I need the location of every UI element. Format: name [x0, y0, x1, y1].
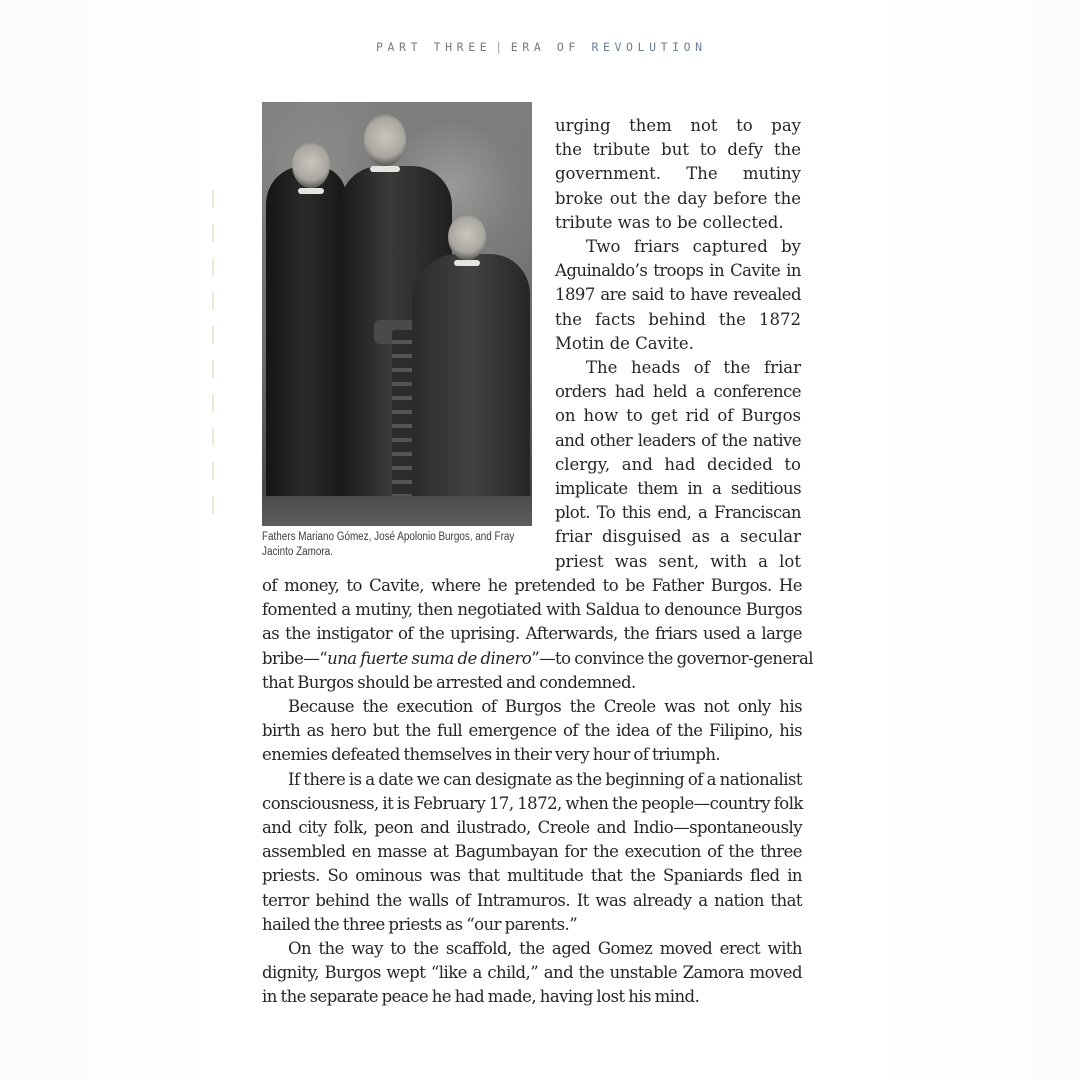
chapter-title-a: ERA OF [510, 40, 580, 54]
gutter-marks [212, 190, 214, 530]
text-line: of money, to Cavite, where he pretended to be Father Burgos. He [262, 576, 802, 595]
text-line: the facts behind the 1872 [555, 309, 801, 329]
text-line: consciousness, it is February 17, 1872, when the people—country folk [262, 793, 803, 813]
figure-zamora [412, 254, 530, 524]
text-line: 1897 are said to have revealed [555, 285, 801, 305]
text-line: Two friars captured by [586, 237, 801, 257]
text-line: If there is a date we can designate as the beginning of a nationalist [288, 769, 802, 789]
text-line: orders had held a conference [555, 382, 801, 402]
text-line: The heads of the friar [586, 358, 801, 378]
head-burgos [364, 114, 406, 166]
text-line: hailed the three priests as “our parents.” [262, 914, 578, 934]
italic-phrase: una fuerte suma de dinero [327, 648, 532, 668]
collar [454, 260, 480, 266]
running-head-separator: | [495, 40, 507, 54]
running-head [376, 40, 707, 54]
chapter-title-b: REVOLUTION [591, 40, 707, 54]
text-line: fomented a mutiny, then negotiated with Saldua to denounce Burgos [262, 600, 802, 620]
text-line: terror behind the walls of Intramuros. It was already a nation that [262, 890, 802, 910]
text-line: in the separate peace he had made, having lost his mind. [262, 987, 700, 1007]
caption-line: Jacinto Zamora. [262, 546, 333, 558]
text-line: the tribute but to defy the [555, 140, 801, 160]
text-line: friar disguised as a secular [555, 527, 801, 547]
text-fragment: ”—to convince the governor-general [531, 648, 814, 668]
figure-caption [262, 530, 537, 560]
paragraph [262, 768, 802, 937]
text-line: Motin de Cavite. [555, 333, 694, 353]
paragraph [555, 114, 801, 235]
text-line: urging them not to pay [555, 116, 801, 135]
caption-line: Fathers Mariano Gómez, José Apolonio Burgos, and Fray [262, 531, 515, 543]
text-line: Because the execution of Burgos the Creole was not only his [288, 697, 802, 717]
text-line: broke out the day before the [555, 188, 801, 208]
paragraph [555, 356, 801, 574]
text-line: and other leaders of the native [555, 430, 801, 450]
text-line: assembled en masse at Bagumbayan for the execution of the three [262, 842, 802, 862]
text-line: tribute was to be collected. [555, 212, 784, 232]
paragraph [555, 235, 801, 356]
text-line: as the instigator of the uprising. Afterwards, the friars used a large [262, 624, 802, 644]
text-line: plot. To this end, a Franciscan [555, 503, 801, 523]
paragraph [262, 937, 802, 1010]
text-line: Aguinaldo’s troops in Cavite in [555, 261, 801, 281]
text-line: government. The mutiny [555, 164, 801, 184]
paragraph [262, 695, 802, 768]
text-line: On the way to the scaffold, the aged Gomez moved erect with [288, 939, 802, 959]
text-line [262, 647, 814, 671]
text-line: dignity, Burgos wept “like a child,” and the unstable Zamora moved [262, 963, 802, 983]
head-gomez [292, 142, 330, 188]
text-line: priest was sent, with a lot [555, 551, 801, 571]
text-line: on how to get rid of Burgos [555, 406, 801, 426]
text-line: enemies defeated themselves in their very hour of triumph. [262, 745, 721, 765]
text-fragment: bribe—“ [262, 648, 328, 668]
photo-floor [262, 496, 532, 526]
head-zamora [448, 214, 486, 260]
text-line: birth as hero but the full emergence of the idea of the Filipino, his [262, 721, 802, 741]
text-line: priests. So ominous was that multitude that the Spaniards fled in [262, 866, 802, 886]
part-label: PART THREE [376, 40, 492, 54]
collar [298, 188, 324, 194]
text-line: and city folk, peon and ilustrado, Creole and Indio—spontaneously [262, 818, 802, 838]
collar [370, 166, 400, 172]
text-line: clergy, and had decided to [555, 454, 801, 474]
photo-figure [262, 102, 532, 526]
right-column-text [555, 114, 801, 574]
text-line: that Burgos should be arrested and condemned. [262, 672, 636, 692]
full-width-text [262, 574, 814, 1010]
figure-gomez [266, 166, 346, 521]
paragraph [262, 574, 814, 695]
text-line: implicate them in a seditious [555, 479, 801, 499]
